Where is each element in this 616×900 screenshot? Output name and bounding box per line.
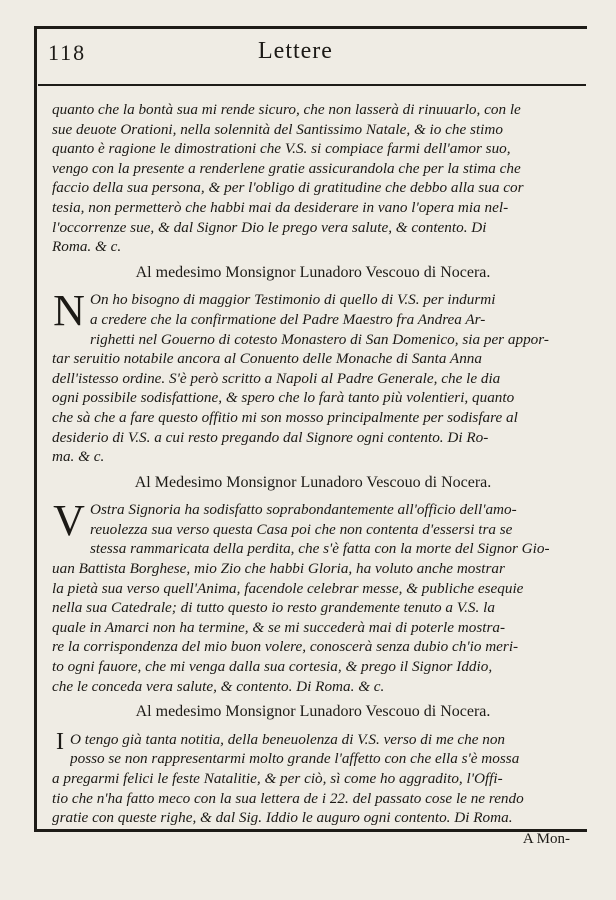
header-rule <box>38 84 586 86</box>
text-line: stessa rammaricata della perdita, che s'è fatta con la morte del Signor Gio- <box>90 540 550 558</box>
letter-continuation <box>52 100 574 257</box>
text-line: re la corrispondenza del mio buon volere, conoscerà senza dubio ch'io meri- <box>52 638 519 656</box>
text-line: righetti nel Gouerno di cotesto Monastero di San Domenico, sia per appor- <box>90 330 549 348</box>
drop-cap-initial: V <box>53 496 85 546</box>
letter-heading: Al medesimo Monsignor Lunadoro Vescouo di Nocera. <box>135 263 491 281</box>
text-line: nella sua Catedrale; di tutto questo io resto grandemente tenuto a V.S. la <box>52 599 495 617</box>
text-line: reuolezza sua verso questa Casa poi che non contenta d'essersi tra se <box>90 520 513 538</box>
running-head: Lettere <box>258 38 333 64</box>
text-line: dell'istesso ordine. S'è però scritto a Napoli al Padre Generale, che le dia <box>52 369 501 387</box>
page-number: 118 <box>48 40 87 65</box>
text-line: to ogni fauore, che mi venga dalla sua cortesia, & prego il Signor Iddio, <box>52 658 493 676</box>
letter-body <box>52 496 574 696</box>
text-line: quale in Amarci non ha termine, & se mi succederà mai di poterle mostra- <box>52 618 506 636</box>
text-line: tesia, non permetterò che habbi mai da desiderare in vano l'opera mia nel- <box>52 198 509 216</box>
text-body <box>52 100 574 849</box>
text-line: posso se non rappresentarmi molto grande l'affetto con che ella s'è mossa <box>70 750 520 768</box>
text-line: tar seruitio notabile ancora al Conuento delle Monache di Santa Anna <box>52 350 482 368</box>
text-line: che sà che a fare questo offitio mi son mosso principalmente per sodisfare al <box>52 408 518 426</box>
text-line: quanto è ragione le dimostrationi che V.S. si compiace farmi dell'amor suo, <box>52 140 511 158</box>
text-line: sue deuote Orationi, nella solennità del Santissimo Natale, & io che stimo <box>52 120 503 138</box>
text-line: faccio della sua persona, & per l'obligo di gratitudine che debbo alla sua cor <box>52 179 524 197</box>
text-line: Ostra Signoria ha sodisfatto soprabondantemente all'officio dell'amo- <box>90 501 517 519</box>
text-line: l'occorrenze sue, & dal Signor Dio le prego vera salute, & contento. Di <box>52 218 487 236</box>
text-line: ma. & c. <box>52 448 105 466</box>
text-line: On ho bisogno di maggior Testimonio di quello di V.S. per indurmi <box>90 291 496 309</box>
text-line: quanto che la bontà sua mi rende sicuro, che non lasserà di rinuuarlo, con le <box>52 101 521 118</box>
letter-body <box>52 286 574 466</box>
drop-cap-initial: N <box>53 286 85 336</box>
catchword: A Mon- <box>522 830 570 847</box>
text-line: O tengo già tanta notitia, della beneuolenza di V.S. verso di me che non <box>70 730 506 748</box>
text-line: tio che n'ha fatto meco con la sua lettera de i 22. del passato cose le ne rendo <box>52 789 524 807</box>
text-line: Roma. & c. <box>52 238 122 256</box>
drop-cap-initial: I <box>56 728 64 755</box>
text-line: desiderio di V.S. a cui resto pregando dal Signore ogni contento. Di Ro- <box>52 428 489 446</box>
text-line: a pregarmi felici le feste Natalitie, & per ciò, sì come ho aggradito, l'Offi- <box>52 770 503 787</box>
letter-heading: Al Medesimo Monsignor Lunadoro Vescouo di Nocera. <box>134 473 492 491</box>
text-line: a credere che la confirmatione del Padre Maestro fra Andrea Ar- <box>90 310 486 328</box>
letter-body <box>52 730 574 828</box>
text-line: ogni possibile sodisfattione, & spero che lo farà tanto più volentieri, quanto <box>52 389 515 407</box>
text-line: uan Battista Borghese, mio Zio che habbi Gloria, ha voluto anche mostrar <box>52 560 505 578</box>
text-line: che le conceda vera salute, & contento. Di Roma. & c. <box>52 677 385 695</box>
text-line: gratie con queste righe, & dal Sig. Iddio le auguro ogni contento. Di Roma. <box>52 809 513 827</box>
letter-heading: Al medesimo Monsignor Lunadoro Vescouo di Nocera. <box>135 703 491 721</box>
text-line: la pietà sua verso quell'Anima, facendole celebrar messe, & publiche esequie <box>52 579 524 597</box>
text-line: vengo con la presente a renderlene gratie assicurandola che per la stima che <box>52 159 521 177</box>
